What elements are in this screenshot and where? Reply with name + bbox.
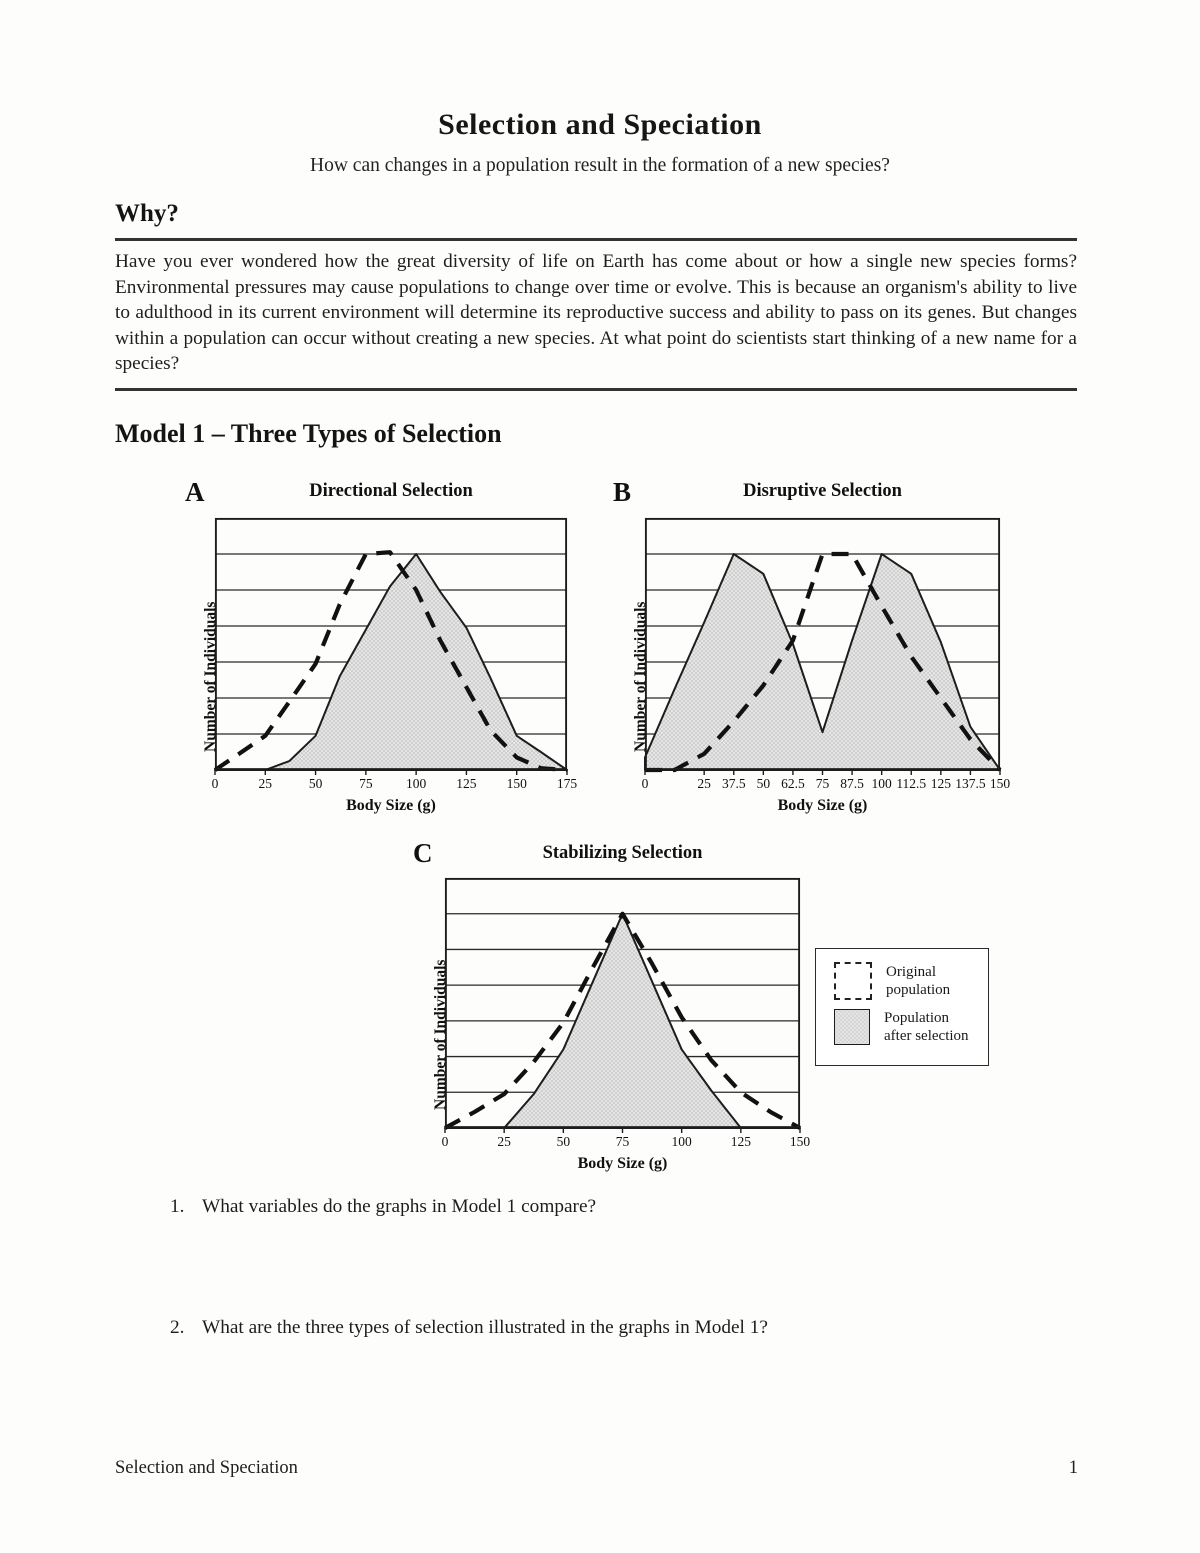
x-tick-label: 0	[641, 776, 649, 791]
page-title: Selection and Speciation	[438, 108, 762, 141]
x-tick-label: 137.5	[955, 776, 986, 791]
legend-item-population-after-selection	[834, 1009, 969, 1045]
x-tick-label: 150	[789, 1134, 811, 1149]
question-1-text: What variables do the graphs in Model 1 compare?	[202, 1196, 597, 1217]
x-tick-label: 50	[756, 776, 771, 791]
x-tick-label: 125	[930, 776, 951, 791]
x-tick-label: 100	[871, 776, 892, 791]
footer-page-number: 1	[1068, 1458, 1078, 1478]
x-tick-label: 62.5	[781, 776, 805, 791]
x-tick-label: 75	[815, 776, 830, 791]
x-tick-label: 0	[441, 1134, 449, 1149]
legend-original-line1: Original	[886, 964, 936, 980]
figure-c-plot	[445, 878, 800, 1128]
figure-a-letter: A	[185, 477, 205, 507]
figure-a-plot	[215, 518, 567, 770]
figure-a-x-axis-label: Body Size (g)	[346, 797, 436, 814]
x-tick-label: 37.5	[721, 776, 746, 791]
x-tick-label: 150	[989, 776, 1011, 791]
model-1-heading: Model 1 – Three Types of Selection	[115, 419, 502, 448]
figure-a-title: Directional Selection	[309, 481, 473, 501]
x-tick-label: 100	[671, 1134, 692, 1149]
x-tick-label: 75	[359, 776, 373, 791]
figure-a-x-ticks	[211, 776, 578, 796]
footer-title: Selection and Speciation	[115, 1458, 298, 1478]
x-tick-label: 75	[615, 1134, 630, 1149]
x-tick-label: 25	[497, 1134, 511, 1149]
figure-b-x-ticks	[641, 776, 1011, 796]
question-2-number: 2.	[170, 1317, 185, 1338]
filled-square-icon	[834, 1009, 870, 1045]
figure-c-letter: C	[413, 838, 433, 868]
legend-after-line1: Population	[884, 1010, 950, 1026]
figure-c-x-axis-label: Body Size (g)	[577, 1155, 668, 1172]
question-2	[170, 1317, 1070, 1339]
figure-c-x-ticks	[441, 1134, 811, 1154]
figure-b-letter: B	[613, 477, 632, 507]
why-body-text: Have you ever wondered how the great diversity of life on Earth has come about or how a single new species forms? Environmental pressures may cause populations to change over time or evolve. This is because an organism's ability to live to adulthood in its current environment will determine its reproductive success and ability to pass on its genes. But changes within a population can occur without creating a new species. At what point do scientists start thinking of a new name for a species?	[115, 251, 1077, 374]
why-rule-top	[115, 238, 1077, 241]
x-tick-label: 50	[556, 1134, 571, 1149]
legend-after-line2: after selection	[884, 1028, 969, 1044]
x-tick-label: 112.5	[896, 776, 927, 791]
x-tick-label: 87.5	[840, 776, 864, 791]
figure-a-y-axis-label: Number of Individuals	[202, 601, 219, 752]
x-tick-label: 150	[506, 776, 527, 791]
figure-b-plot	[645, 518, 1000, 770]
question-2-text: What are the three types of selection illustrated in the graphs in Model 1?	[202, 1317, 768, 1338]
figure-b-x-axis-label: Body Size (g)	[777, 797, 868, 814]
x-tick-label: 50	[308, 776, 323, 791]
figure-c-title: Stabilizing Selection	[542, 843, 703, 863]
why-rule-bottom	[115, 388, 1077, 391]
figure-b-y-axis-label: Number of Individuals	[632, 601, 649, 752]
page-subtitle: How can changes in a population result in the formation of a new species?	[310, 155, 890, 176]
x-tick-label: 175	[556, 776, 578, 791]
x-tick-label: 100	[406, 776, 427, 791]
legend-label-after-selection	[884, 1009, 969, 1045]
dashed-square-icon	[834, 962, 872, 1000]
figure-b-title: Disruptive Selection	[743, 481, 902, 501]
x-tick-label: 125	[456, 776, 477, 791]
why-heading: Why?	[115, 200, 179, 227]
chart-legend	[815, 948, 989, 1066]
legend-item-original-population	[834, 962, 950, 1000]
question-1	[170, 1196, 1070, 1218]
figure-c-y-axis-label: Number of Individuals	[432, 959, 449, 1110]
x-tick-label: 25	[697, 776, 711, 791]
x-tick-label: 0	[211, 776, 219, 791]
x-tick-label: 25	[258, 776, 273, 791]
legend-original-line2: population	[886, 982, 951, 998]
x-tick-label: 125	[730, 1134, 751, 1149]
question-1-number: 1.	[170, 1196, 185, 1217]
legend-label-original	[886, 963, 950, 999]
